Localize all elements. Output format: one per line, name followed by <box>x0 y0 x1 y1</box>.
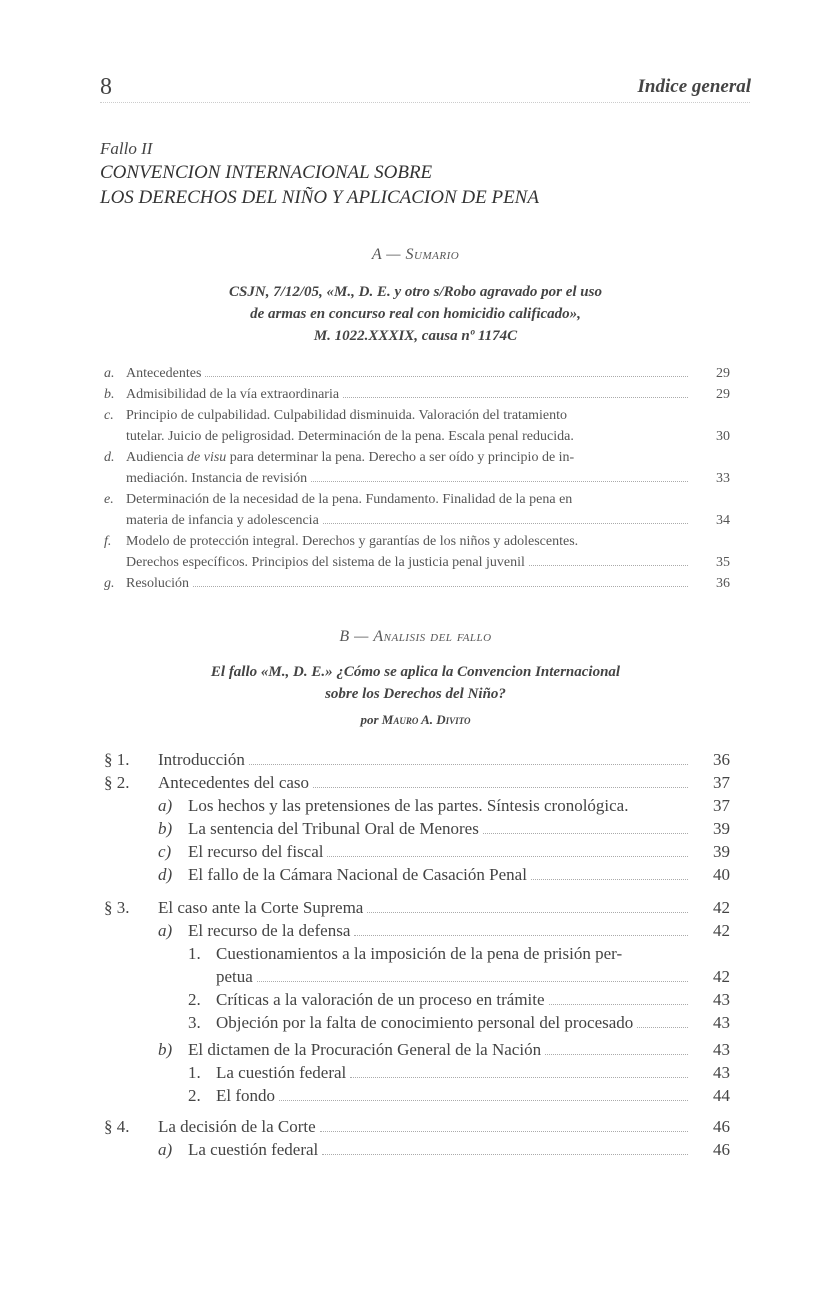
entry-text <box>126 450 574 466</box>
toc-section-entry[interactable] <box>104 750 730 770</box>
entry-text-latin: de visu <box>187 450 227 465</box>
entry-text-continued: mediación. Instancia de revisión <box>126 471 308 486</box>
entry-page: 29 <box>716 387 730 402</box>
sub-letter: b) <box>158 819 173 838</box>
entry-letter: a. <box>104 366 115 381</box>
entry-page: 40 <box>713 865 730 884</box>
leader-dots <box>483 833 688 834</box>
entry-page: 36 <box>716 576 730 591</box>
entry-text: La cuestión federal <box>216 1063 347 1082</box>
subsub-number: 2. <box>188 990 201 1009</box>
entry-text: Determinación de la necesidad de la pena. Fundamento. Finalidad de la pena en <box>126 492 573 507</box>
leader-dots <box>311 481 688 482</box>
leader-dots <box>327 856 688 857</box>
leader-dots <box>313 787 688 788</box>
entry-text: La sentencia del Tribunal Oral de Menores <box>188 819 479 838</box>
entry-letter: f. <box>104 534 112 549</box>
leader-dots <box>322 1154 688 1155</box>
leader-dots <box>323 523 688 524</box>
toc-subsubentry[interactable] <box>188 1013 730 1033</box>
entry-page: 43 <box>713 990 730 1009</box>
subsub-number: 1. <box>188 1063 201 1082</box>
fallo-title-line-2: LOS DERECHOS DEL NIÑO Y APLICACION DE PENA <box>100 187 539 208</box>
toc-entry[interactable] <box>104 492 692 508</box>
entry-page: 39 <box>713 842 730 861</box>
entry-letter: g. <box>104 576 115 591</box>
toc-entry-continuation <box>126 513 730 529</box>
leader-dots <box>367 912 688 913</box>
toc-subentry[interactable] <box>158 1140 730 1160</box>
section-number: § 2. <box>104 773 130 792</box>
entry-text: El fallo de la Cámara Nacional de Casación Penal <box>188 865 527 884</box>
entry-text-continued: materia de infancia y adolescencia <box>126 513 319 528</box>
leader-dots <box>529 565 688 566</box>
toc-subentry[interactable] <box>158 796 730 816</box>
toc-subentry[interactable] <box>158 1040 730 1060</box>
toc-subsubentry[interactable] <box>188 1086 730 1106</box>
toc-subentry[interactable] <box>158 842 730 862</box>
section-a-name: Sumario <box>405 246 460 263</box>
sub-letter: b) <box>158 1040 173 1059</box>
analysis-title-line-1: El fallo «M., D. E.» ¿Cómo se aplica la Convencion Internacional <box>210 664 621 680</box>
toc-entry[interactable] <box>104 576 730 592</box>
toc-subentry[interactable] <box>158 819 730 839</box>
entry-page: 43 <box>713 1063 730 1082</box>
author-prefix: por <box>360 712 379 727</box>
entry-text: El fondo <box>216 1086 276 1105</box>
leader-dots <box>320 1131 688 1132</box>
entry-text: Resolución <box>126 576 189 591</box>
toc-subsubentry[interactable] <box>188 990 730 1010</box>
fallo-label: Fallo II <box>100 139 153 158</box>
entry-page: 35 <box>716 555 730 570</box>
subsub-number: 2. <box>188 1086 201 1105</box>
running-title: Indice general <box>637 76 751 97</box>
section-b-letter: B — <box>339 628 369 645</box>
toc-entry-continuation <box>126 555 730 571</box>
sub-letter: d) <box>158 865 173 884</box>
entry-text: Objeción por la falta de conocimiento personal del procesado <box>216 1013 634 1032</box>
toc-section-entry[interactable] <box>104 898 730 918</box>
toc-entry-continuation <box>126 429 730 445</box>
entry-text: Cuestionamientos a la imposición de la pena de prisión per- <box>216 944 623 963</box>
analysis-title-line-2: sobre los Derechos del Niño? <box>325 686 506 702</box>
toc-entry[interactable] <box>104 366 730 382</box>
toc-subentry[interactable] <box>158 921 730 941</box>
section-number: § 1. <box>104 750 130 769</box>
sub-letter: a) <box>158 796 173 815</box>
entry-page: 42 <box>713 921 730 940</box>
author-line <box>0 712 831 728</box>
entry-letter: d. <box>104 450 115 465</box>
leader-dots <box>545 1054 688 1055</box>
toc-entry[interactable] <box>104 534 692 550</box>
entry-page: 42 <box>713 967 730 986</box>
section-b-heading <box>0 628 831 646</box>
fallo-title-line-1: CONVENCION INTERNACIONAL SOBRE <box>100 162 433 183</box>
entry-text: La decisión de la Corte <box>158 1117 316 1136</box>
subsub-number: 3. <box>188 1013 201 1032</box>
entry-page: 36 <box>713 750 730 769</box>
case-citation-line-1: CSJN, 7/12/05, «M., D. E. y otro s/Robo agravado por el uso <box>229 284 602 300</box>
section-a-letter: A — <box>371 246 402 263</box>
page-number: 8 <box>100 74 112 100</box>
entry-text: Críticas a la valoración de un proceso en trámite <box>216 990 545 1009</box>
entry-page: 44 <box>713 1086 730 1105</box>
leader-dots <box>193 586 688 587</box>
entry-text: Antecedentes <box>126 366 202 381</box>
toc-entry[interactable] <box>104 450 692 466</box>
toc-section-entry[interactable] <box>104 1117 730 1137</box>
entry-text: Principio de culpabilidad. Culpabilidad disminuida. Valoración del tratamiento <box>126 408 568 423</box>
entry-page: 37 <box>713 773 730 792</box>
entry-letter: b. <box>104 387 115 402</box>
entry-text: El dictamen de la Procuración General de la Nación <box>188 1040 542 1059</box>
toc-subentry[interactable] <box>158 865 730 885</box>
sub-letter: a) <box>158 921 173 940</box>
sub-letter: a) <box>158 1140 173 1159</box>
entry-letter: c. <box>104 408 114 423</box>
entry-text-continued: Derechos específicos. Principios del sistema de la justicia penal juvenil <box>126 555 525 570</box>
section-number: § 3. <box>104 898 130 917</box>
entry-page: 43 <box>713 1040 730 1059</box>
entry-text: Los hechos y las pretensiones de las partes. Síntesis cronológica. <box>188 796 629 815</box>
entry-page: 46 <box>713 1117 730 1136</box>
leader-dots <box>343 397 688 398</box>
entry-letter: e. <box>104 492 114 507</box>
case-citation-line-3: M. 1022.XXXIX, causa nº 1174C <box>313 328 518 344</box>
toc-subsubentry[interactable] <box>188 1063 730 1083</box>
leader-dots <box>279 1100 688 1101</box>
entry-page: 39 <box>713 819 730 838</box>
toc-entry-continuation <box>126 471 730 487</box>
toc-subsubentry[interactable] <box>188 944 692 964</box>
entry-text: Admisibilidad de la vía extraordinaria <box>126 387 340 402</box>
entry-text-continued: tutelar. Juicio de peligrosidad. Determinación de la pena. Escala penal reducida. <box>126 429 574 444</box>
toc-entry-continuation <box>216 967 730 987</box>
entry-page: 33 <box>716 471 730 486</box>
entry-text-continued: petua <box>216 967 253 986</box>
leader-dots <box>531 879 688 880</box>
case-citation-line-2: de armas en concurso real con homicidio calificado», <box>250 306 581 322</box>
leader-dots <box>354 935 688 936</box>
section-b-name: Analisis del fallo <box>373 628 492 645</box>
subsub-number: 1. <box>188 944 201 963</box>
entry-page: 46 <box>713 1140 730 1159</box>
section-a-heading <box>0 246 831 264</box>
entry-text: Modelo de protección integral. Derechos y garantías de los niños y adolescentes. <box>126 534 579 549</box>
author-name: Mauro A. Divito <box>381 712 471 727</box>
entry-text: Introducción <box>158 750 245 769</box>
leader-dots <box>249 764 688 765</box>
entry-text: La cuestión federal <box>188 1140 319 1159</box>
entry-page: 37 <box>713 796 730 815</box>
entry-text: El recurso del fiscal <box>188 842 324 861</box>
leader-dots <box>257 981 688 982</box>
entry-page: 34 <box>716 513 730 528</box>
leader-dots <box>350 1077 688 1078</box>
entry-text: El recurso de la defensa <box>188 921 351 940</box>
entry-page: 30 <box>716 429 730 444</box>
entry-page: 29 <box>716 366 730 381</box>
leader-dots <box>205 376 688 377</box>
entry-text-pre: Audiencia <box>126 450 188 465</box>
toc-entry[interactable] <box>104 408 692 424</box>
entry-text: Antecedentes del caso <box>158 773 310 792</box>
entry-text-post: para determinar la pena. Derecho a ser oído y principio de in- <box>226 450 575 465</box>
toc-entry[interactable] <box>104 387 730 403</box>
section-number: § 4. <box>104 1117 130 1136</box>
entry-text: El caso ante la Corte Suprema <box>158 898 364 917</box>
toc-section-entry[interactable] <box>104 773 730 793</box>
header-rule <box>100 102 750 103</box>
leader-dots <box>637 1027 688 1028</box>
sub-letter: c) <box>158 842 172 861</box>
leader-dots <box>549 1004 688 1005</box>
entry-page: 42 <box>713 898 730 917</box>
entry-page: 43 <box>713 1013 730 1032</box>
